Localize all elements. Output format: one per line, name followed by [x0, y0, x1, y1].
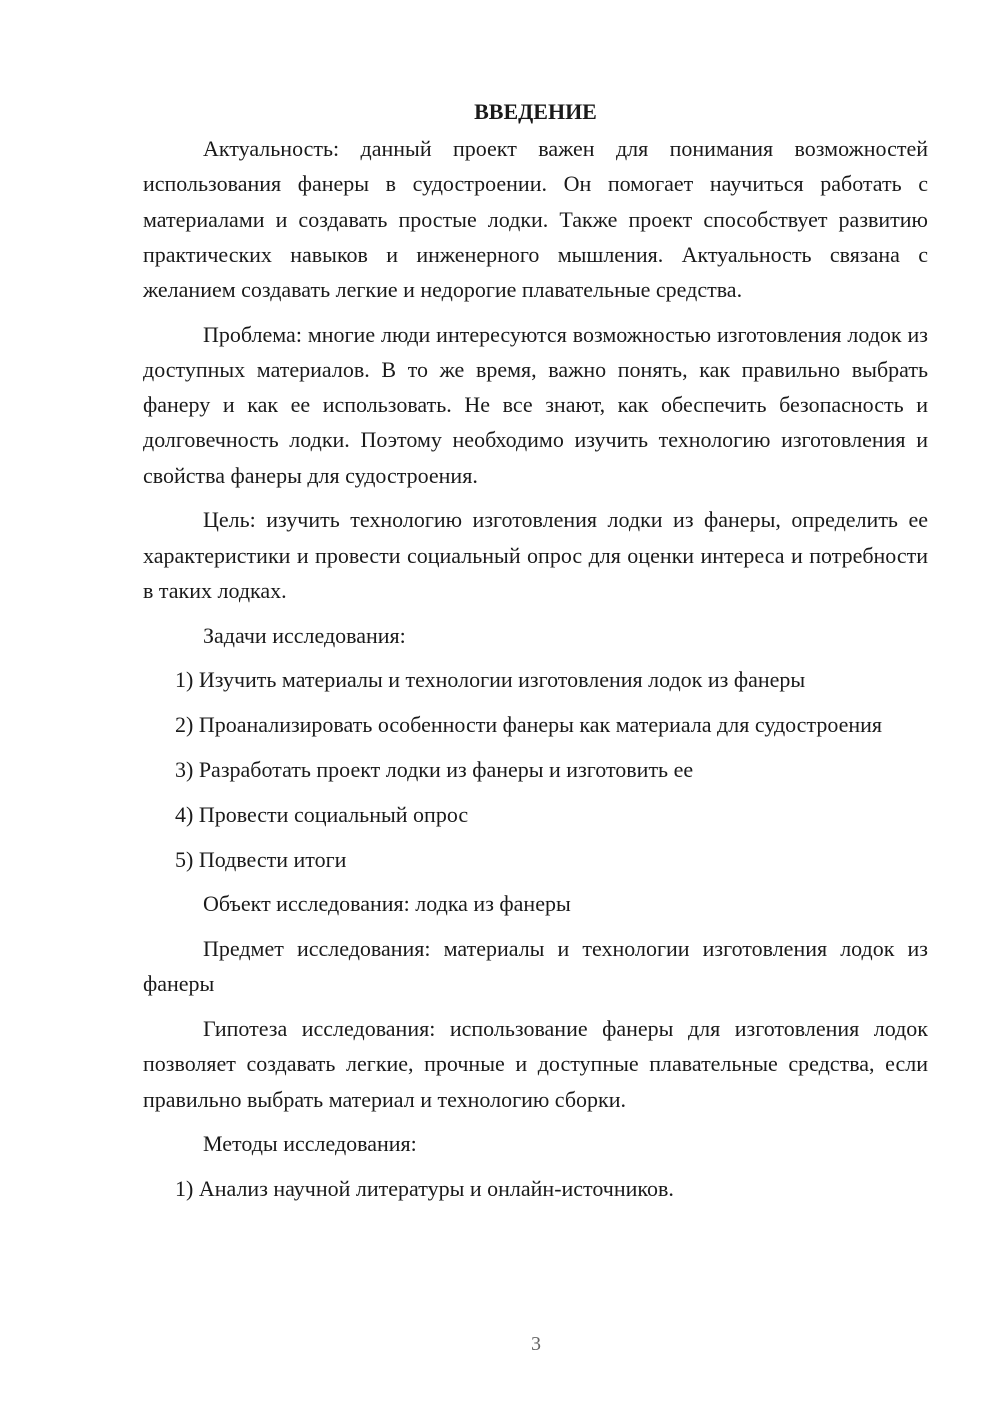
paragraph-tasks-heading: Задачи исследования:: [203, 622, 406, 648]
paragraph-hypothesis: Гипотеза исследования: использование фанеры для изготовления лодок позволяет создавать легкие, прочные и доступные плавательные средства, если правильно выбрать материал и технологию сборки.: [143, 1016, 928, 1112]
paragraph-relevance: Актуальность: данный проект важен для понимания возможностей использования фанеры в судостроении. Он помогает научиться работать с материалами и создавать простые лодки. Также проект способствует развитию практических навыков и инженерного мышления. Актуальность связана с желанием создавать легкие и недорогие плавательные средства.: [143, 136, 928, 303]
paragraph-goal: Цель: изучить технологию изготовления лодки из фанеры, определить ее характеристики и провести социальный опрос для оценки интереса и потребности в таких лодках.: [143, 507, 928, 603]
paragraph-object: Объект исследования: лодка из фанеры: [203, 891, 571, 917]
list-item-method-1: 1) Анализ научной литературы и онлайн-источников.: [175, 1176, 674, 1202]
list-item-task-4: 4) Провести социальный опрос: [175, 801, 469, 827]
paragraph-methods-heading: Методы исследования:: [203, 1131, 417, 1157]
list-item-task-5: 5) Подвести итоги: [175, 846, 347, 872]
page-number: 3: [531, 1333, 541, 1355]
list-item-task-3: 3) Разработать проект лодки из фанеры и изготовить ее: [175, 757, 694, 783]
document-body: [143, 94, 928, 1206]
paragraph-subject: Предмет исследования: материалы и технологии изготовления лодок из фанеры: [143, 936, 928, 997]
list-item-task-2: 2) Проанализировать особенности фанеры как материала для судостроения: [175, 712, 883, 738]
list-item-task-1: 1) Изучить материалы и технологии изготовления лодок из фанеры: [175, 667, 806, 693]
section-title: ВВЕДЕНИЕ: [474, 99, 597, 124]
paragraph-problem: Проблема: многие люди интересуются возможностью изготовления лодок из доступных материалов. В то же время, важно понять, как правильно выбрать фанеру и как ее использовать. Не все знают, как обеспечить безопасность и долговечность лодки. Поэтому необходимо изучить технологию изготовления и свойства фанеры для судостроения.: [143, 321, 928, 488]
